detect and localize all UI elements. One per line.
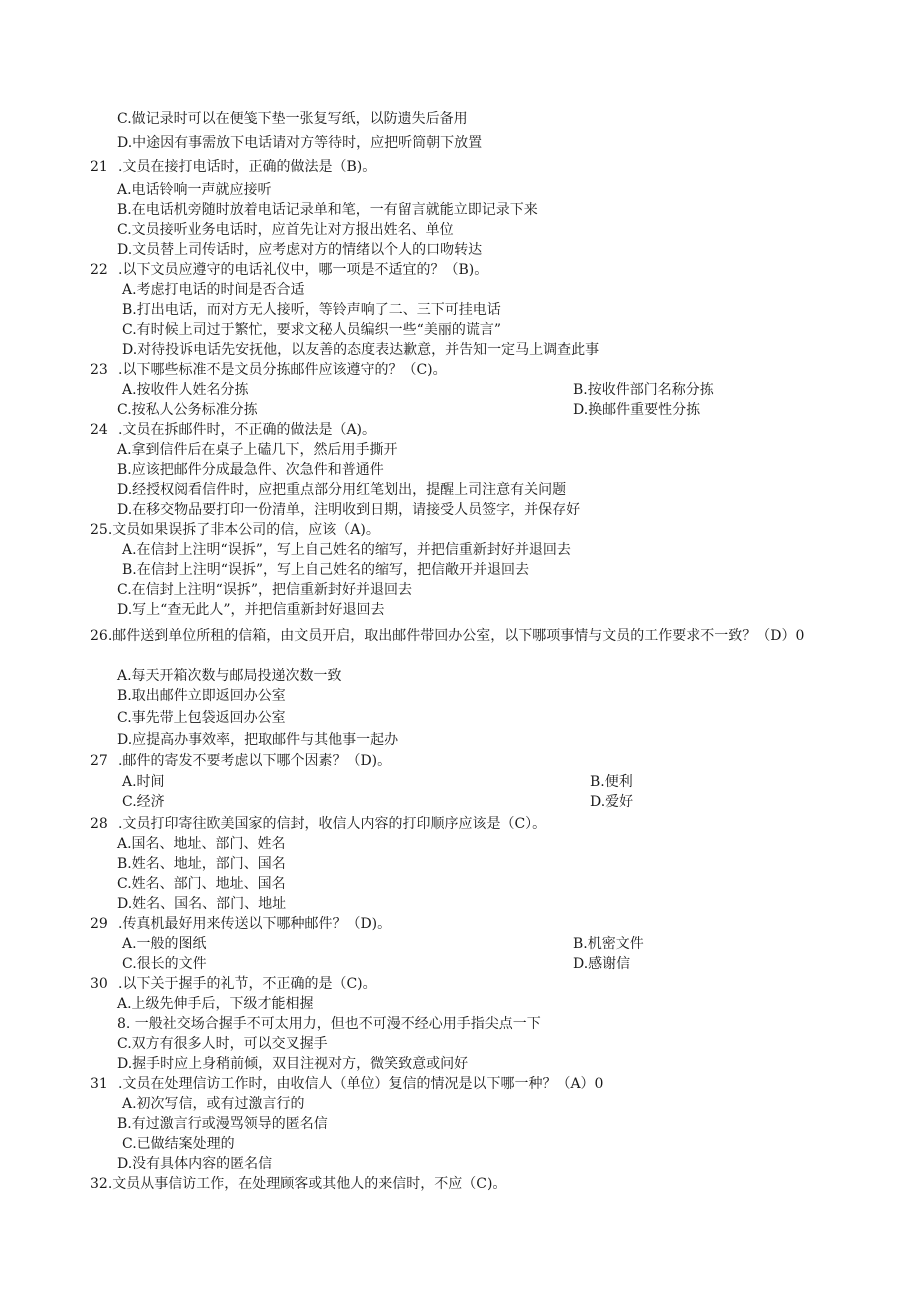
line-text: A.每天开箱次数与邮局投递次数一致: [117, 668, 342, 684]
line-text: C.已做结案处理的: [122, 1136, 235, 1152]
question-25: [90, 520, 380, 540]
line-text: 8. 一般社交场合握手不可太用力，但也不可漫不经心用手指尖点一下: [117, 1016, 541, 1032]
line-text: 26.邮件送到单位所租的信箱，由文员开启，取出邮件带回办公室，以下哪项事情与文员的工作要求不一致？（D）0: [90, 628, 805, 644]
option-a: [117, 666, 342, 686]
option-d: [122, 340, 599, 360]
question-32: [90, 1174, 506, 1194]
option-b: [117, 1014, 541, 1034]
option-d: [573, 400, 700, 420]
line-text: .文员在拆邮件时，不正确的做法是（A)。: [118, 422, 377, 438]
option-a: [122, 540, 571, 560]
option-a: [117, 834, 286, 854]
option-c: [117, 220, 454, 240]
question-number: 30: [90, 976, 108, 992]
line-text: D.感谢信: [573, 956, 631, 972]
option-a: [117, 994, 314, 1014]
line-text: A.在信封上注明“误拆”，写上自己姓名的缩写，并把信重新封好并退回去: [122, 542, 571, 558]
line-text: .邮件的寄发不要考虑以下哪个因素？（D)。: [118, 753, 392, 769]
option-d: [117, 133, 482, 153]
line-text: D.姓名、国名、部门、地址: [117, 896, 287, 912]
line-text: A.国名、地址、部门、姓名: [117, 836, 286, 852]
line-text: A.一般的图纸: [122, 936, 207, 952]
option-a: [122, 934, 207, 954]
option-d: [590, 792, 633, 812]
option-b: [117, 686, 286, 706]
option-c: [122, 954, 207, 974]
line-text: B.应该把邮件分成最急件、次急件和普通件: [117, 462, 384, 478]
line-text: C.事先带上包袋返回办公室: [117, 710, 286, 726]
question-number: 31: [90, 1076, 108, 1092]
line-text: B.有过激言行或漫骂领导的匿名信: [117, 1116, 328, 1132]
line-text: D.应提高办事效率，把取邮件与其他事一起办: [117, 732, 399, 748]
line-text: B.打出电话，而对方无人接听，等铃声响了二、三下可挂电话: [122, 302, 501, 318]
line-text: D.对待投诉电话先安抚他，以友善的态度表达歉意，并告知一定马上调查此事: [122, 342, 600, 358]
option-c: [117, 400, 258, 420]
line-text: D.握手时应上身稍前倾，双目注视对方，微笑致意或问好: [117, 1056, 469, 1072]
question-23: [90, 360, 447, 380]
option-a: [117, 180, 272, 200]
line-text: D.换邮件重要性分拣: [573, 402, 701, 418]
question-number: 27: [90, 753, 108, 769]
question-29: [90, 914, 391, 934]
option-c: [117, 109, 468, 129]
line-text: B.机密文件: [573, 936, 644, 952]
option-c: [117, 874, 286, 894]
line-text: C.做记录时可以在便笺下垫一张复写纸，以防遗失后备用: [117, 111, 468, 127]
option-c: [122, 320, 501, 340]
line-text: D.没有具体内容的匿名信: [117, 1156, 273, 1172]
question-number: 21: [90, 159, 108, 175]
line-text: 25.文员如果误拆了非本公司的信，应该（A)。: [90, 522, 380, 538]
line-text: .以下文员应遵守的电话礼仪中，哪一项是不适宜的？（B)。: [118, 262, 489, 278]
option-d: [117, 730, 398, 750]
line-text: D.文员替上司传话时，应考虑对方的情绪以个人的口吻转达: [117, 242, 483, 258]
option-a: [122, 1094, 305, 1114]
line-text: B.姓名、地址，部门、国名: [117, 856, 286, 872]
question-22: [90, 260, 488, 280]
line-text: .传真机最好用来传送以下哪种邮件？（D)。: [118, 916, 392, 932]
line-text: C.按私人公务标准分拣: [117, 402, 258, 418]
line-text: B.按收件部门名称分拣: [573, 382, 714, 398]
line-text: .以下关于握手的礼节，不正确的是（C)。: [118, 976, 377, 992]
line-text: C.姓名、部门、地址、国名: [117, 876, 286, 892]
line-text: C.有时候上司过于繁忙，要求文秘人员编织一些“美丽的谎言”: [122, 322, 501, 338]
line-text: B.取出邮件立即返回办公室: [117, 688, 286, 704]
question-number: 28: [90, 816, 108, 832]
line-text: D.写上“查无此人”，并把信重新封好退回去: [117, 602, 385, 618]
option-a: [122, 772, 165, 792]
line-text: .以下哪些标准不是文员分拣邮件应该遵守的？（C)。: [118, 362, 447, 378]
line-text: 32.文员从事信访工作，在处理顾客或其他人的来信时，不应（C)。: [90, 1176, 507, 1192]
line-text: A.初次写信，或有过激言行的: [122, 1096, 305, 1112]
question-27: [90, 751, 391, 771]
option-c: [117, 580, 412, 600]
question-number: 29: [90, 916, 108, 932]
option-d: [573, 954, 630, 974]
option-d: [117, 894, 286, 914]
line-text: .文员在处理信访工作时，由收信人（单位）复信的情况是以下哪一种？（A）0: [118, 1076, 604, 1092]
question-26: [90, 624, 810, 648]
option-b: [573, 380, 714, 400]
line-text: A.拿到信件后在桌子上磕几下，然后用手撕开: [117, 442, 398, 458]
option-b: [117, 854, 286, 874]
line-text: A.考虑打电话的时间是否合适: [122, 282, 305, 298]
line-text: B.在电话机旁随时放着电话记录单和笔，一有留言就能立即记录下来: [117, 202, 538, 218]
line-text: .文员在接打电话时，正确的做法是（B)。: [118, 159, 377, 175]
option-a: [117, 440, 398, 460]
line-text: B.在信封上注明“误拆”，写上自己姓名的缩写，把信敞开并退回去: [122, 562, 530, 578]
option-d: [117, 1154, 272, 1174]
question-number: 22: [90, 262, 108, 278]
line-text: C.双方有很多人时，可以交叉握手: [117, 1036, 328, 1052]
line-text: C.在信封上注明“误拆”，把信重新封好并退回去: [117, 582, 412, 598]
line-text: A.上级先伸手后，下级才能相握: [117, 996, 314, 1012]
option-b: [122, 300, 501, 320]
line-text: B.便利: [590, 774, 633, 790]
option-d: [117, 240, 482, 260]
line-text: D.经授权阅看信件时，应把重点部分用红笔划出，提醒上司注意有关问题: [117, 482, 567, 498]
line-text: D.在移交物品要打印一份清单，注明收到日期，请接受人员签字，并保存好: [117, 502, 581, 518]
option-d: [117, 480, 566, 500]
line-text: A.按收件人姓名分拣: [122, 382, 249, 398]
option-a: [122, 280, 305, 300]
line-text: C.文员接听业务电话时，应首先让对方报出姓名、单位: [117, 222, 454, 238]
option-c: [117, 708, 286, 728]
line-text: A.电话铃响一声就应接听: [117, 182, 272, 198]
line-text: D.中途因有事需放下电话请对方等待时，应把听筒朝下放置: [117, 135, 483, 151]
option-b: [117, 200, 538, 220]
line-text: D.爱好: [590, 794, 634, 810]
option-b: [122, 560, 529, 580]
option-e: [117, 500, 580, 520]
line-text: A.时间: [122, 774, 165, 790]
question-number: 23: [90, 362, 108, 378]
option-d: [117, 1054, 468, 1074]
question-28: [90, 814, 546, 834]
question-30: [90, 974, 377, 994]
line-text: C.很长的文件: [122, 956, 207, 972]
line-text: C.经济: [122, 794, 165, 810]
option-b: [573, 934, 644, 954]
option-b: [117, 460, 384, 480]
option-c: [122, 792, 165, 812]
question-24: [90, 420, 376, 440]
question-21: [90, 157, 376, 177]
option-a: [122, 380, 249, 400]
option-b: [590, 772, 633, 792]
option-b: [117, 1114, 328, 1134]
option-d: [117, 600, 385, 620]
line-text: .文员打印寄往欧美国家的信封，收信人内容的打印顺序应该是（C）。: [118, 816, 547, 832]
question-number: 24: [90, 422, 108, 438]
question-31: [90, 1074, 603, 1094]
option-c: [122, 1134, 235, 1154]
option-c: [117, 1034, 328, 1054]
